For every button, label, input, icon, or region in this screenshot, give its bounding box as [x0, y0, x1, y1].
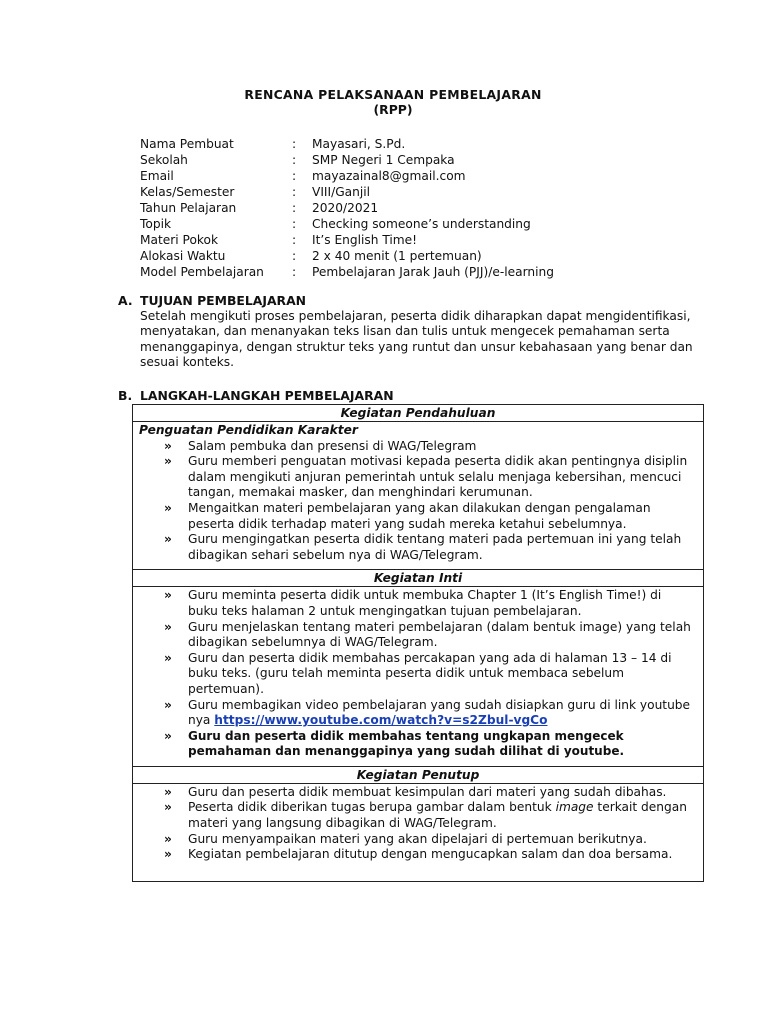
info-row: [140, 232, 700, 248]
email-value: mayazainal8@gmail.com: [312, 169, 466, 183]
list-item: [139, 532, 697, 563]
info-label: Topik: [140, 217, 172, 231]
bullet-icon: »: [164, 619, 172, 634]
document-title: RENCANA PELAKSANAAN PEMBELAJARAN: [244, 87, 542, 102]
info-colon: :: [292, 153, 297, 167]
info-value: 2020/2021: [312, 201, 379, 215]
info-row: [140, 152, 700, 168]
list-item-text: Guru meminta peserta didik untuk membuka Chapter 1 (It’s English Time!) di buku teks halaman 2 untuk mengingatkan tujuan pembelajaran.: [188, 588, 662, 618]
bullet-icon: »: [164, 532, 172, 547]
list-item: [139, 439, 697, 455]
info-label: Email: [140, 169, 174, 183]
italic-word: image: [555, 800, 594, 815]
bullet-icon: »: [164, 500, 172, 515]
table-cell-inti: [133, 587, 703, 767]
youtube-link[interactable]: https://www.youtube.com/watch?v=s2Zbul-vgCo: [214, 713, 548, 728]
list-item: [139, 588, 697, 619]
info-label: Materi Pokok: [140, 233, 219, 247]
info-value: VIII/Ganjil: [312, 185, 371, 199]
list-item: [139, 454, 697, 501]
list-item-text: Guru dan peserta didik membahas tentang ungkapan mengecek pemahaman dan menanggapinya yang sudah dilihat di youtube.: [188, 728, 625, 759]
info-colon: :: [292, 169, 297, 183]
sub-heading: Penguatan Pendidikan Karakter: [139, 423, 358, 437]
bullet-icon: »: [164, 454, 172, 469]
section-tujuan: [118, 293, 718, 371]
list-item-text: Guru dan peserta didik membahas percakapan yang ada di halaman 13 – 14 di buku teks. (guru telah meminta peserta didik untuk membaca sebelum pertemuan).: [188, 650, 672, 696]
info-row: [140, 200, 700, 216]
section-title: LANGKAH-LANGKAH PEMBELAJARAN: [140, 388, 394, 403]
list-item: [139, 729, 697, 760]
info-row: [140, 264, 700, 280]
list-item-text: Guru memberi penguatan motivasi kepada peserta didik akan pentingnya disiplin dalam mengikuti anjuran pemerintah untuk selalu menjaga kebersihan, mencuci tangan, memakai masker, dan menghindari kerumunan.: [188, 454, 688, 500]
info-label: Kelas/Semester: [140, 185, 235, 199]
bullet-icon: »: [164, 588, 172, 603]
list-item-text: Guru dan peserta didik membuat kesimpulan dari materi yang sudah dibahas.: [188, 784, 667, 799]
info-row: [140, 216, 700, 232]
video-text: Guru membagikan video pembelajaran yang sudah disiapkan guru di link youtube nya: [188, 697, 691, 728]
info-label: Tahun Pelajaran: [140, 201, 237, 215]
section-heading: [118, 293, 718, 309]
info-colon: :: [292, 137, 297, 151]
list-item: [139, 832, 697, 848]
info-label: Nama Pembuat: [140, 137, 234, 151]
section-langkah: [118, 388, 718, 404]
section-heading: [118, 388, 718, 404]
list-item-text: Salam pembuka dan presensi di WAG/Telegram: [188, 438, 477, 453]
list-item-text: [188, 800, 697, 831]
list-item: [139, 800, 697, 831]
text-segment: Peserta didik diberikan tugas berupa gambar dalam bentuk: [188, 800, 552, 815]
section-title: TUJUAN PEMBELAJARAN: [140, 293, 307, 308]
info-row: [140, 184, 700, 200]
table-cell-penutup: [133, 784, 703, 881]
info-label: Alokasi Waktu: [140, 249, 226, 263]
info-colon: :: [292, 201, 297, 215]
list-item: [139, 651, 697, 698]
bullet-icon: »: [164, 728, 172, 743]
bullet-icon: »: [164, 438, 172, 453]
bullet-icon: »: [164, 800, 172, 815]
list-item-text: Kegiatan pembelajaran ditutup dengan mengucapkan salam dan doa bersama.: [188, 847, 673, 862]
info-colon: :: [292, 217, 297, 231]
list-item-text: Guru mengingatkan peserta didik tentang materi pada pertemuan ini yang telah dibagikan sehari sebelum nya di WAG/Telegram.: [188, 532, 682, 562]
section-letter: B.: [118, 388, 133, 403]
info-colon: :: [292, 249, 297, 263]
info-row: [140, 248, 700, 264]
list-item: [139, 785, 697, 801]
bullet-icon: »: [164, 650, 172, 665]
activities-table: [132, 404, 704, 882]
list-item: [139, 620, 697, 651]
info-colon: :: [292, 265, 297, 279]
list-item: [139, 847, 697, 863]
bullet-icon: »: [164, 784, 172, 799]
list-item-text: Mengaitkan materi pembelajaran yang akan dilakukan dengan pengalaman peserta didik terhadap materi yang sudah mereka ketahui sebelumnya.: [188, 500, 651, 531]
table-heading-inti: Kegiatan Inti: [133, 570, 703, 587]
list-item-text: Guru menyampaikan materi yang akan dipelajari di pertemuan berikutnya.: [188, 831, 647, 846]
info-value: 2 x 40 menit (1 pertemuan): [312, 249, 482, 263]
info-label: Sekolah: [140, 153, 188, 167]
info-value: It’s English Time!: [312, 233, 418, 247]
info-value: Mayasari, S.Pd.: [312, 137, 406, 151]
bullet-icon: »: [164, 831, 172, 846]
text-segment: terkait dengan materi yang langsung dibagikan di WAG/Telegram.: [188, 800, 687, 831]
section-letter: A.: [118, 293, 133, 308]
list-item-text: Guru menjelaskan tentang materi pembelajaran (dalam bentuk image) yang telah dibagikan sebelumnya di WAG/Telegram.: [188, 619, 691, 650]
list-item: [139, 698, 697, 729]
info-colon: :: [292, 233, 297, 247]
bullet-icon: »: [164, 697, 172, 712]
bullet-icon: »: [164, 847, 172, 862]
info-label: Model Pembelajaran: [140, 265, 264, 279]
identity-list: [140, 136, 700, 280]
info-row: [140, 136, 700, 152]
table-heading-penutup: Kegiatan Penutup: [133, 767, 703, 784]
table-cell-pendahuluan: [133, 422, 703, 570]
section-paragraph: Setelah mengikuti proses pembelajaran, peserta didik diharapkan dapat mengidentifikasi, menyatakan, dan menanyakan teks lisan dan tulis untuk mengecek pemahaman serta menanggapinya, dengan struktur teks yang runtut dan unsur kebahasaan yang benar dan sesuai konteks.: [140, 308, 693, 370]
list-item-text: [188, 698, 697, 729]
table-heading-pendahuluan: Kegiatan Pendahuluan: [133, 405, 703, 422]
document-subtitle: (RPP): [373, 102, 413, 117]
info-value: SMP Negeri 1 Cempaka: [312, 153, 455, 167]
list-item: [139, 501, 697, 532]
info-value: Pembelajaran Jarak Jauh (PJJ)/e-learning: [312, 265, 554, 279]
info-row: [140, 168, 700, 184]
info-colon: :: [292, 185, 297, 199]
info-value: Checking someone’s understanding: [312, 217, 531, 231]
